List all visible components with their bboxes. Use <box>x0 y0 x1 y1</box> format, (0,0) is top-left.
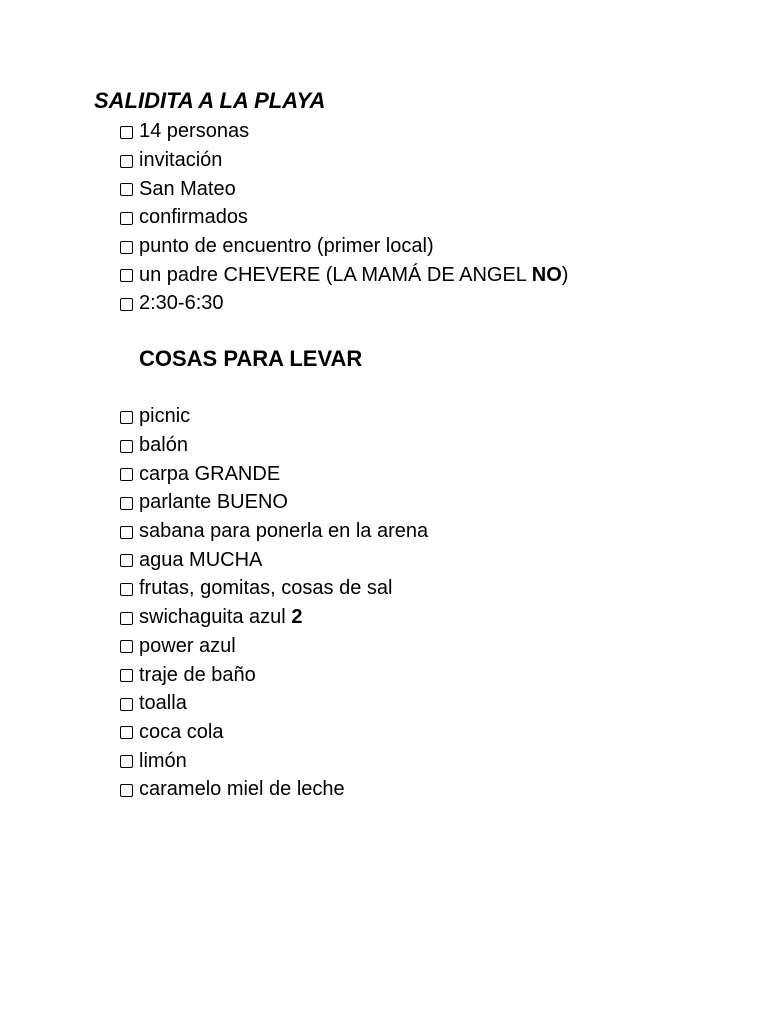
checkbox-icon[interactable] <box>120 726 133 739</box>
emphasis-text: 2 <box>291 606 303 629</box>
checklist-item <box>118 431 428 460</box>
checkbox-icon[interactable] <box>120 183 133 196</box>
checklist-item-label: sabana para ponerla en la arena <box>139 520 429 543</box>
checklist-item <box>118 117 568 146</box>
checklist-item-label: 2:30-6:30 <box>139 292 224 315</box>
checklist-item-label: agua MUCHA <box>139 548 263 571</box>
emphasis-text: NO <box>531 263 562 286</box>
checklist-item-label: confirmados <box>139 206 248 229</box>
checkbox-icon[interactable] <box>120 755 133 768</box>
checkbox-icon[interactable] <box>120 212 133 225</box>
checklist-item-label: power azul <box>139 634 236 657</box>
checklist-item <box>118 459 428 488</box>
checkbox-icon[interactable] <box>120 698 133 711</box>
checklist-cosas <box>118 402 428 804</box>
checklist-item <box>118 746 428 775</box>
checklist-item <box>118 689 428 718</box>
checklist-item <box>118 632 428 661</box>
checklist-item <box>118 402 428 431</box>
checklist-item-label: 14 personas <box>139 120 250 143</box>
checklist-item-label: limón <box>139 749 187 772</box>
checklist-salidita <box>118 117 568 318</box>
checkbox-icon[interactable] <box>120 241 133 254</box>
checkbox-icon[interactable] <box>120 126 133 139</box>
checkbox-icon[interactable] <box>120 640 133 653</box>
checklist-item <box>118 232 568 261</box>
checklist-item-label: picnic <box>139 405 191 428</box>
checklist-item <box>118 203 568 232</box>
checkbox-icon[interactable] <box>120 298 133 311</box>
checklist-item <box>118 488 428 517</box>
checkbox-icon[interactable] <box>120 612 133 625</box>
checkbox-icon[interactable] <box>120 526 133 539</box>
checklist-item <box>118 718 428 747</box>
checklist-item <box>118 146 568 175</box>
checklist-item <box>118 260 568 289</box>
checklist-item-label: frutas, gomitas, cosas de sal <box>139 577 393 600</box>
checkbox-icon[interactable] <box>120 468 133 481</box>
checklist-item <box>118 174 568 203</box>
checkbox-icon[interactable] <box>120 440 133 453</box>
checkbox-icon[interactable] <box>120 155 133 168</box>
checklist-item-label: un padre CHEVERE (LA MAMÁ DE ANGEL NO) <box>139 263 569 286</box>
checkbox-icon[interactable] <box>120 554 133 567</box>
section-title-cosas: COSAS PARA LEVAR <box>139 346 363 371</box>
checklist-item-label: parlante BUENO <box>139 491 288 514</box>
checklist-item <box>118 289 568 318</box>
checklist-item-label: toalla <box>139 692 187 715</box>
checkbox-icon[interactable] <box>120 583 133 596</box>
checklist-item-label: traje de baño <box>139 663 256 686</box>
checklist-item <box>118 517 428 546</box>
checklist-item-label: carpa GRANDE <box>139 462 281 485</box>
checklist-item <box>118 545 428 574</box>
checkbox-icon[interactable] <box>120 269 133 282</box>
checklist-item-label: invitación <box>139 149 223 172</box>
checklist-item <box>118 603 428 632</box>
checkbox-icon[interactable] <box>120 411 133 424</box>
checklist-item <box>118 660 428 689</box>
checklist-item <box>118 574 428 603</box>
checklist-item-label: punto de encuentro (primer local) <box>139 235 434 258</box>
checklist-item-label: balón <box>139 434 188 457</box>
checklist-item <box>118 775 428 804</box>
checkbox-icon[interactable] <box>120 784 133 797</box>
checklist-item-label: San Mateo <box>139 177 236 200</box>
checklist-item-label: coca cola <box>139 720 224 743</box>
checklist-item-label: caramelo miel de leche <box>139 778 345 801</box>
checkbox-icon[interactable] <box>120 669 133 682</box>
section-title-salidita: SALIDITA A LA PLAYA <box>94 88 326 113</box>
checkbox-icon[interactable] <box>120 497 133 510</box>
checklist-item-label: swichaguita azul 2 <box>139 606 303 629</box>
